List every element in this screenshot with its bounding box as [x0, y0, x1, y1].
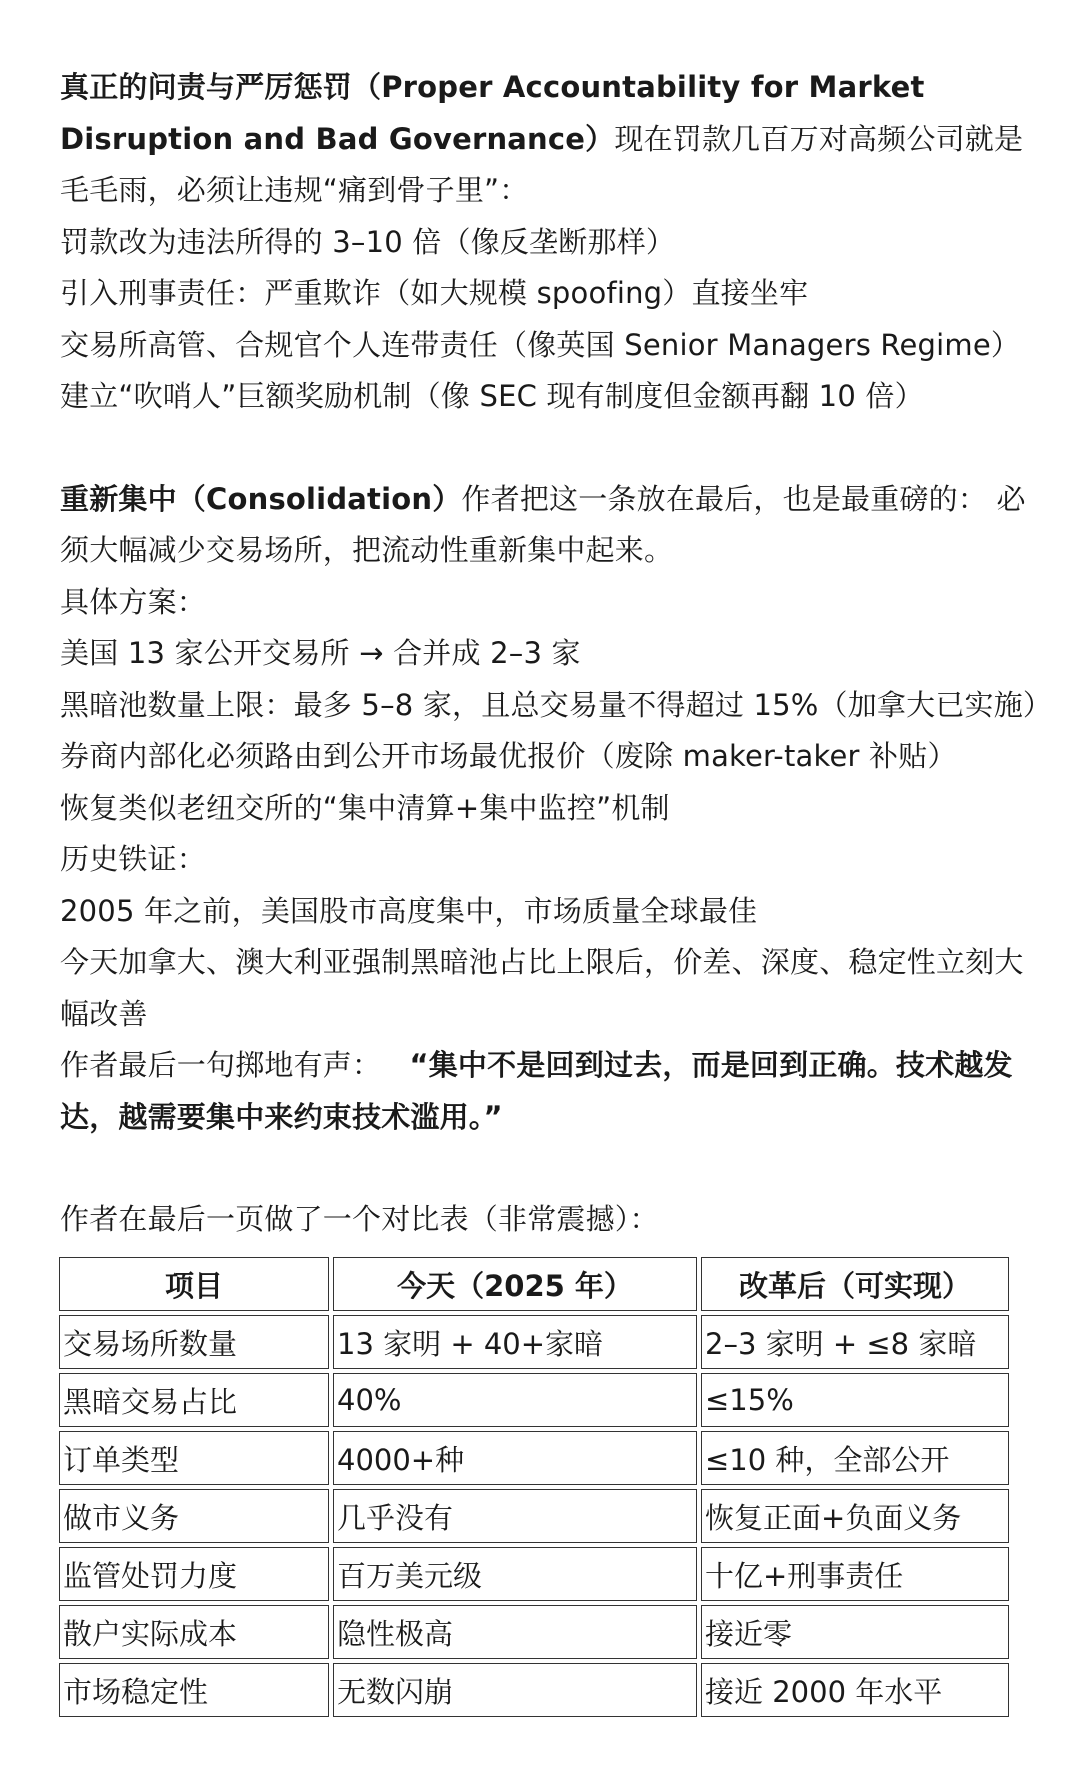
table-cell: 百万美元级	[333, 1547, 697, 1601]
table-cell: 监管处罚力度	[59, 1547, 329, 1601]
history-label: 历史铁证：	[60, 842, 207, 876]
closing-paragraph	[60, 1040, 1040, 1143]
table-row	[59, 1489, 1009, 1543]
accountability-item: 引入刑事责任：严重欺诈（如大规模 spoofing）直接坐牢	[60, 276, 809, 310]
plan-label: 具体方案：	[60, 584, 207, 619]
document-body	[60, 62, 1040, 1246]
plan-item: 恢复类似老纽交所的“集中清算+集中监控”机制	[60, 790, 670, 825]
table-cell: ≤15%	[701, 1373, 1009, 1427]
table-cell: 40%	[333, 1373, 697, 1427]
table-cell: 恢复正面+负面义务	[701, 1489, 1009, 1543]
closing-prefix: 作者最后一句掷地有声：	[60, 1048, 382, 1082]
table-header-row	[59, 1257, 1009, 1311]
section-consolidation-paragraph	[60, 474, 1040, 577]
table-cell: ≤10 种，全部公开	[701, 1431, 1009, 1485]
table-cell: 13 家明 + 40+家暗	[333, 1315, 697, 1369]
table-cell: 几乎没有	[333, 1489, 697, 1543]
table-cell: 十亿+刑事责任	[701, 1547, 1009, 1601]
section-consolidation-intro: 作者把这一条放在最后，也是最重磅的： 必须大幅减少交易场所，把流动性重新集中起来。	[60, 481, 1026, 567]
column-header: 改革后（可实现）	[701, 1257, 1009, 1311]
comparison-table	[55, 1253, 1013, 1721]
table-cell: 做市义务	[59, 1489, 329, 1543]
section-accountability-intro: 现在罚款几百万对高频公司就是毛毛雨，必须让违规“痛到骨子里”：	[60, 121, 1024, 207]
table-cell: 无数闪崩	[333, 1663, 697, 1717]
table-cell: 4000+种	[333, 1431, 697, 1485]
table-cell: 黑暗交易占比	[59, 1373, 329, 1427]
table-row	[59, 1663, 1009, 1717]
plan-item: 美国 13 家公开交易所 → 合并成 2–3 家	[60, 636, 581, 670]
accountability-item: 罚款改为违法所得的 3–10 倍（像反垄断那样）	[60, 224, 676, 259]
accountability-item: 交易所高管、合规官个人连带责任（像英国 Senior Managers Regime）	[60, 327, 1021, 362]
column-header: 项目	[59, 1257, 329, 1311]
table-cell: 隐性极高	[333, 1605, 697, 1659]
history-item: 今天加拿大、澳大利亚强制黑暗池占比上限后，价差、深度、稳定性立刻大幅改善	[60, 945, 1024, 1031]
section-accountability-paragraph	[60, 62, 1040, 217]
plan-item: 黑暗池数量上限：最多 5–8 家，且总交易量不得超过 15%（加拿大已实施）券商内部化必须路由到公开市场最优报价（废除 maker-taker 补贴）	[60, 687, 1038, 773]
history-item: 2005 年之前，美国股市高度集中，市场质量全球最佳	[60, 893, 758, 928]
table-row	[59, 1605, 1009, 1659]
spacer	[60, 423, 1040, 474]
table-cell: 接近零	[701, 1605, 1009, 1659]
table-row	[59, 1373, 1009, 1427]
table-cell: 交易场所数量	[59, 1315, 329, 1369]
section-accountability-heading: 真正的问责与严厉惩罚（Proper Accountability for Market Disruption and Bad Governance）	[60, 70, 925, 156]
table-cell: 散户实际成本	[59, 1605, 329, 1659]
section-consolidation-heading: 重新集中（Consolidation）	[60, 481, 462, 516]
table-cell: 接近 2000 年水平	[701, 1663, 1009, 1717]
table-row	[59, 1431, 1009, 1485]
table-row	[59, 1547, 1009, 1601]
table-row	[59, 1315, 1009, 1369]
column-header: 今天（2025 年）	[333, 1257, 697, 1311]
closing-quote: “集中不是回到过去，而是回到正确。技术越发达，越需要集中来约束技术滥用。”	[60, 1048, 1013, 1134]
accountability-item: 建立“吹哨人”巨额奖励机制（像 SEC 现有制度但金额再翻 10 倍）	[60, 379, 924, 413]
table-intro: 作者在最后一页做了一个对比表（非常震撼）：	[60, 1202, 659, 1236]
table-cell: 订单类型	[59, 1431, 329, 1485]
table-cell: 2–3 家明 + ≤8 家暗	[701, 1315, 1009, 1369]
spacer	[60, 1143, 1040, 1194]
table-cell: 市场稳定性	[59, 1663, 329, 1717]
